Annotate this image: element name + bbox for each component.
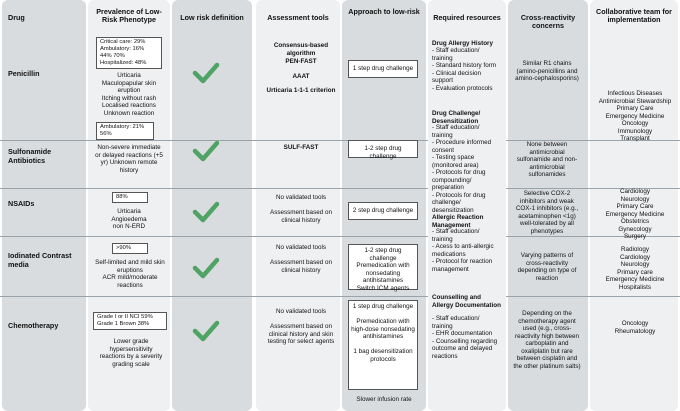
prevalence-box-contrast bbox=[112, 243, 148, 254]
team-top: Infectious Diseases Antimicrobial Stewardship Primary Care Emergency Medicine Oncology Immunology Transplant bbox=[598, 90, 672, 143]
tool-consensus: Consensus-based algorithm bbox=[273, 42, 329, 57]
header-cross: Cross-reactivity concerns bbox=[520, 13, 576, 31]
drug-sulfonamide: Sulfonamide Antibiotics bbox=[8, 147, 52, 165]
drug-penicillin: Penicillin bbox=[8, 69, 40, 78]
prevalence-value: 56% bbox=[100, 130, 112, 137]
prevalence-value: Hospitalized: 48% bbox=[100, 59, 147, 66]
row-separator bbox=[0, 296, 680, 297]
prevalence-value: 88% bbox=[116, 194, 128, 200]
prevalence-value: Grade 1 Brown 38% bbox=[97, 320, 150, 327]
check-icon bbox=[192, 201, 220, 223]
resource-heading-history: Drug Allergy History bbox=[432, 40, 493, 47]
prevalence-text-contrast: Self-limited and mild skin eruptions ACR mild/moderate reactions bbox=[95, 259, 165, 289]
approach-sulfonamide: 1-2 step drug challenge bbox=[348, 140, 418, 158]
team-contrast: Radiology Cardiology Neurology Primary care Emergency Medicine Hospitalists bbox=[605, 246, 665, 291]
header-resources: Required resources bbox=[433, 13, 501, 22]
approach-contrast: 1-2 step drug challenge Premedication with nonsedating antihistamines Switch ICM agents bbox=[348, 244, 418, 290]
tool-chemo: No validated tools Assessment based on clinical history and skin testing for select agents bbox=[267, 308, 335, 346]
prevalence-box-chemo bbox=[93, 312, 167, 330]
tool-sulf-fast: SULF-FAST bbox=[283, 144, 319, 151]
row-separator bbox=[0, 236, 680, 237]
prevalence-value: Critical care: 29% bbox=[100, 39, 146, 45]
tool-contrast: No validated tools Assessment based on clinical history bbox=[270, 244, 332, 274]
cross-penicillin: Similar R1 chains (amino-penicillins and amino-cephalosporins) bbox=[515, 60, 579, 83]
team-nsaids: Cardiology Neurology Primary Care Emergency Medicine Obstetrics Gynecology Surgery bbox=[605, 188, 665, 241]
prevalence-text-chemo: Lower grade hypersensitivity reactions by a severity grading scale bbox=[99, 338, 163, 368]
prevalence-text-penicillin: Urticaria Maculopapular skin eruption Itching without rash Localised reactions Unknown reaction bbox=[101, 72, 157, 117]
resource-items-history: - Staff education/ training - Standard history form - Clinical decision support - Evaluation protocols bbox=[432, 47, 497, 92]
cross-contrast: Varying patterns of cross-reactivity depending on type of reaction bbox=[517, 252, 577, 282]
prevalence-box-sulfonamide bbox=[96, 122, 154, 140]
cross-chemo: Depending on the chemotherapy agent used (e.g., cross-reactivity high between carboplatin and oxaliplatin but rare between cisplatin and the other platinum salts) bbox=[513, 310, 581, 370]
header-team: Collaborative team for implementation bbox=[596, 7, 672, 25]
tool-pen-fast: PEN-FAST bbox=[285, 58, 317, 65]
prevalence-box-nsaids bbox=[112, 192, 148, 203]
prevalence-value: >90% bbox=[116, 245, 131, 251]
resource-heading-counselling: Counselling and Allergy Documentation bbox=[432, 294, 501, 309]
check-icon bbox=[192, 62, 220, 84]
row-separator bbox=[0, 188, 680, 189]
resource-items-challenge: - Staff education/ training - Procedure informed consent - Testing space (monitored area) - Protocols for drug compounding/ preparation - Protocols for drug challenge/ desensitization bbox=[432, 124, 492, 215]
drug-contrast: Iodinated Contrast media bbox=[8, 251, 72, 269]
header-approach: Approach to low-risk bbox=[348, 7, 420, 16]
resource-items-counselling: - Staff education/ training - EHR documentation - Counselling regarding outcome and delayed reactions bbox=[432, 315, 498, 360]
prevalence-value: Ambulatory: 16% bbox=[100, 45, 145, 52]
team-chemo: Oncology Rheumatology bbox=[614, 320, 656, 335]
check-icon bbox=[192, 257, 220, 279]
header-low-risk: Low risk definition bbox=[180, 13, 244, 22]
prevalence-value: 44% 70% bbox=[100, 52, 125, 59]
approach-chemo: 1 step drug challenge Premedication with high-dose nonsedating antihistamines 1 bag desensitization protocols bbox=[348, 300, 418, 390]
check-icon bbox=[192, 140, 220, 162]
resource-heading-reaction: Allergic Reaction Management bbox=[432, 214, 484, 229]
header-assessment: Assessment tools bbox=[267, 13, 329, 22]
approach-chemo-extra: Slower infusion rate bbox=[356, 396, 412, 403]
tool-urticaria: Urticaria 1-1-1 criterion bbox=[266, 87, 336, 94]
tool-nsaids: No validated tools Assessment based on clinical history bbox=[270, 194, 332, 224]
prevalence-text-nsaids: Urticaria Angioedema non N-ERD bbox=[111, 208, 147, 231]
drug-nsaids: NSAIDs bbox=[8, 199, 35, 208]
prevalence-value: Ambulatory: 21% bbox=[100, 124, 145, 130]
tool-aaat: AAAT bbox=[292, 73, 310, 80]
approach-penicillin: 1 step drug challenge bbox=[348, 60, 418, 78]
prevalence-text-sulfonamide: Non-severe immediate or delayed reactions (+5 yr) Unknown remote history bbox=[95, 144, 163, 174]
prevalence-value: Grade I or II NCI 59% bbox=[97, 314, 153, 320]
drug-chemotherapy: Chemotherapy bbox=[8, 321, 59, 330]
cross-nsaids: Selective COX-2 inhibitors and weak COX-1 inhibitors (e.g., acetaminophen <1g) well-tolerated by all phenotypes bbox=[515, 190, 579, 235]
resource-heading-challenge: Drug Challenge/ Desensitization bbox=[432, 110, 481, 125]
check-icon bbox=[192, 320, 220, 342]
header-prevalence: Prevalence of Low-Risk Phenotype bbox=[96, 7, 162, 25]
header-drug: Drug bbox=[8, 13, 25, 22]
approach-nsaids: 2 step drug challenge bbox=[348, 202, 418, 220]
resource-items-reaction: - Staff education/ training - Acess to anti-allergic medications - Protocol for reaction management bbox=[432, 228, 494, 273]
cross-sulfonamide: None between antimicrobial sulfonamide and non-antimicrobial sulfonamides bbox=[516, 141, 578, 179]
prevalence-box-penicillin bbox=[96, 37, 162, 69]
